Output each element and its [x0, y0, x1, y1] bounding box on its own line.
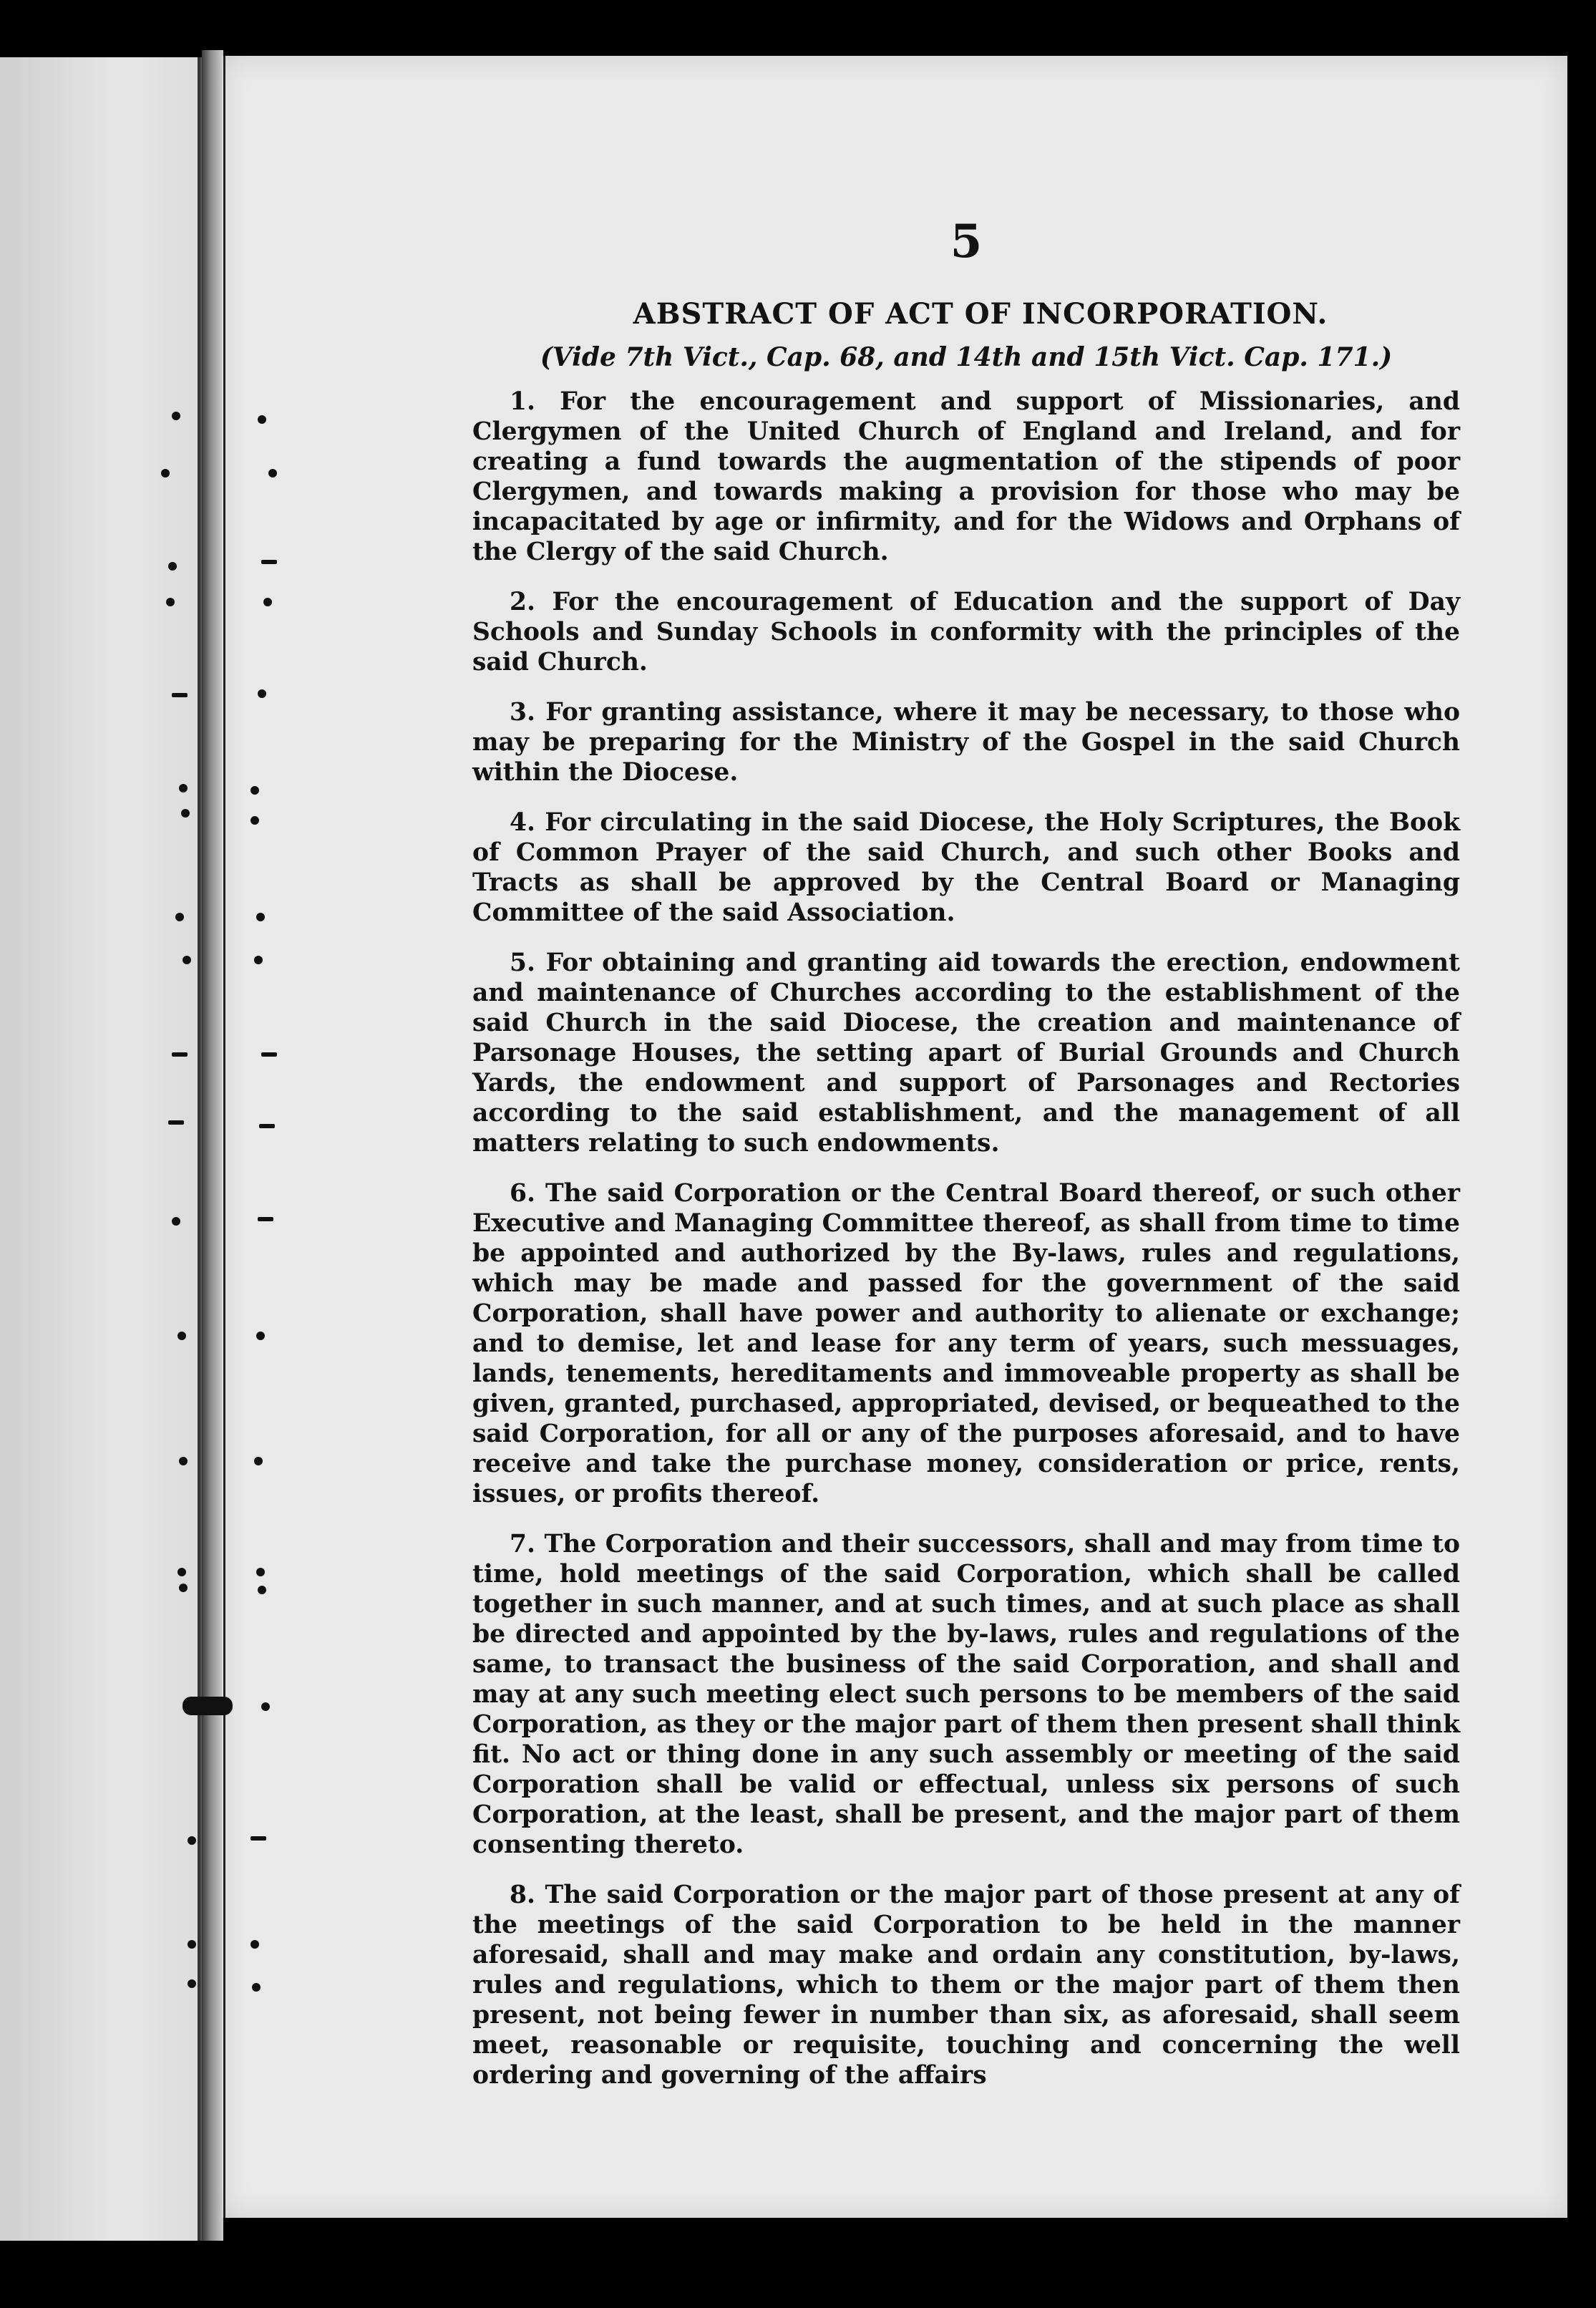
clause-7: 7. The Corporation and their successors, shall and may from time to time, hold meetings of the said Corporation, which shall be called together in such manner, and at such times, and at such place as shall be directed and appointed by the by-laws, rules and regulations of the same, to transact the business of the said Corporation, and shall and may at any such meeting elect such persons to be members of the said Corporation, as they or the major part of them then present shall think fit. No act or thing done in any such assembly or meeting of the said Corporation shall be valid or effectual, unless six persons of such Corporation, at the least, shall be present, and the major part of them consenting thereto. — [472, 1530, 1460, 1859]
stitch-mark — [259, 1124, 275, 1128]
facing-page-border — [198, 57, 200, 2241]
stitch-mark — [188, 1836, 196, 1845]
clause-4: 4. For circulating in the said Diocese, the Holy Scriptures, the Book of Common Prayer of the said Church, and such other Books and Tracts as shall be approved by the Central Board or Managing Committee of the said Association. — [472, 808, 1460, 927]
page-number: 5 — [950, 215, 983, 268]
stitch-mark — [179, 1584, 188, 1592]
stitch-mark — [175, 913, 184, 921]
stitch-mark — [256, 1568, 265, 1576]
clause-8: 8. The said Corporation or the major part of those present at any of the meetings of the said Corporation to be held in the manner aforesaid, shall and may make and ordain any constitution, by-laws, rules and regulations, which to them or the major part of them then present, not being fewer in number than six, as aforesaid, shall seem meet, reasonable or requisite, touching and concerning the well ordering and governing of the affairs — [472, 1881, 1460, 2090]
stitch-mark — [181, 809, 190, 818]
stitch-mark — [172, 412, 180, 420]
stitch-mark — [258, 415, 266, 424]
stitch-mark — [168, 1120, 184, 1125]
stitch-mark — [263, 598, 272, 606]
page-subtitle: (Vide 7th Vict., Cap. 68, and 14th and 15th Vict. Cap. 171.) — [540, 342, 1393, 372]
stitch-mark — [256, 1332, 265, 1340]
facing-page-edge — [0, 57, 203, 2241]
stitch-mark — [258, 689, 266, 698]
book-gutter — [202, 50, 223, 2241]
stitch-mark — [250, 816, 259, 825]
stitch-mark — [172, 693, 188, 697]
stitch-mark — [183, 1697, 233, 1715]
page-title: ABSTRACT OF ACT OF INCORPORATION. — [633, 297, 1328, 331]
stitch-mark — [172, 1217, 180, 1226]
stitch-mark — [183, 956, 191, 964]
stitch-mark — [250, 1836, 266, 1841]
stitch-mark — [261, 560, 277, 564]
stitch-mark — [258, 1217, 273, 1221]
stitch-mark — [188, 1979, 196, 1988]
stitch-mark — [250, 786, 259, 795]
stitch-mark — [268, 469, 277, 477]
stitch-mark — [256, 913, 265, 921]
stitch-mark — [261, 1702, 270, 1711]
stitch-mark — [254, 956, 263, 964]
stitch-mark — [179, 1457, 188, 1465]
stitch-mark — [188, 1940, 196, 1949]
stitch-mark — [177, 1568, 186, 1576]
stitch-mark — [179, 784, 188, 792]
page-binding-line — [223, 56, 225, 2218]
clause-1: 1. For the encouragement and support of Missionaries, and Clergymen of the United Church of England and Ireland, and for creating a fund towards the augmentation of the stipends of poor Clergymen, and towards making a provision for those who may be incapacitated by age or infirmity, and for the Widows and Orphans of the Clergy of the said Church. — [472, 387, 1460, 566]
stitch-mark — [168, 562, 177, 571]
stitch-mark — [161, 469, 170, 477]
stitch-mark — [250, 1940, 259, 1949]
stitch-mark — [258, 1586, 266, 1594]
stitch-mark — [177, 1332, 186, 1340]
clause-2: 2. For the encouragement of Education and the support of Day Schools and Sunday Schools in conformity with the principles of the said Church. — [472, 588, 1460, 677]
clause-3: 3. For granting assistance, where it may be necessary, to those who may be preparing for the Ministry of the Gospel in the said Church within the Diocese. — [472, 698, 1460, 787]
page-content — [472, 215, 1460, 2110]
stitch-mark — [172, 1052, 188, 1057]
stitch-mark — [254, 1457, 263, 1465]
clause-5: 5. For obtaining and granting aid towards the erection, endowment and maintenance of Churches according to the establishment of the said Church in the said Diocese, the creation and maintenance of Parsonage Houses, the setting apart of Burial Grounds and Church Yards, the endowment and support of Parsonages and Rectories according to the said establishment, and the management of all matters relating to such endowments. — [472, 949, 1460, 1158]
stitch-mark — [261, 1052, 277, 1057]
stitch-mark — [166, 598, 175, 606]
stitch-mark — [252, 1983, 261, 1992]
clause-6: 6. The said Corporation or the Central Board thereof, or such other Executive and Managing Committee thereof, as shall from time to time be appointed and authorized by the By-laws, rules and regulations, which may be made and passed for the government of the said Corporation, shall have power and authority to alienate or exchange; and to demise, let and lease for any term of years, such messuages, lands, tenements, hereditaments and immoveable property as shall be given, granted, purchased, appropriated, devised, or bequeathed to the said Corporation, for all or any of the purposes aforesaid, and to have receive and take the purchase money, consideration or price, rents, issues, or profits thereof. — [472, 1179, 1460, 1508]
